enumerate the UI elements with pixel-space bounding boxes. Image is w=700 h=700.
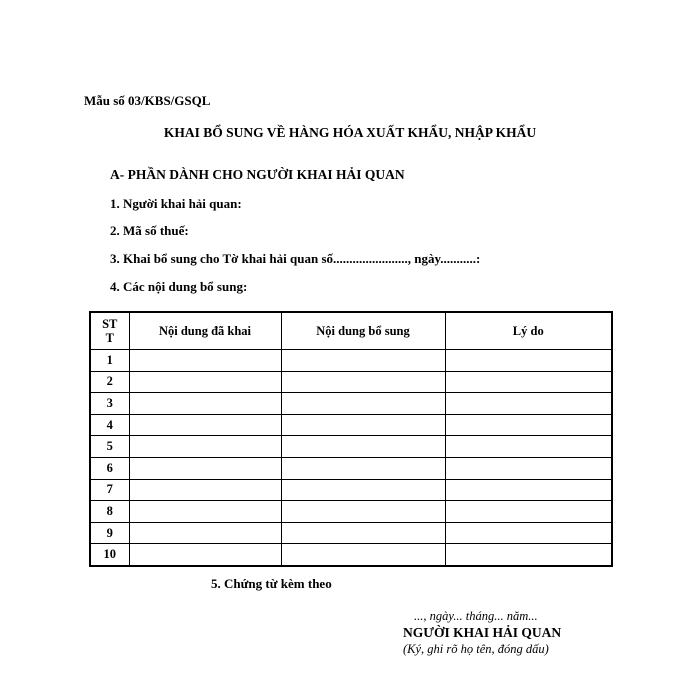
header-stt-line2: T (105, 331, 114, 345)
table-body (90, 350, 612, 566)
supplement-content-cell (281, 393, 445, 415)
declared-content-cell (129, 544, 281, 566)
supplement-content-cell (281, 414, 445, 436)
reason-cell (445, 457, 612, 479)
header-stt-line1: ST (102, 317, 118, 331)
supplement-content-cell (281, 522, 445, 544)
table-header-row (90, 312, 612, 350)
signature-date-line: ..., ngày... tháng... năm... (414, 609, 538, 623)
declared-content-cell (129, 371, 281, 393)
declared-content-cell (129, 414, 281, 436)
supplement-content-cell (281, 350, 445, 372)
table-row (90, 501, 612, 523)
supplement-content-cell (281, 371, 445, 393)
item-tax-code: 2. Mã số thuế: (110, 223, 189, 238)
reason-cell (445, 544, 612, 566)
reason-cell (445, 350, 612, 372)
row-number: 1 (90, 350, 129, 372)
table-row (90, 457, 612, 479)
table-row (90, 414, 612, 436)
supplement-content-cell (281, 457, 445, 479)
reason-cell (445, 501, 612, 523)
reason-cell (445, 371, 612, 393)
declared-content-cell (129, 522, 281, 544)
header-reason: Lý do (445, 312, 612, 350)
table-row (90, 393, 612, 415)
table-row (90, 371, 612, 393)
reason-cell (445, 436, 612, 458)
reason-cell (445, 522, 612, 544)
supplement-table (89, 311, 613, 567)
item-additional-content: 4. Các nội dung bổ sung: (110, 279, 248, 294)
reason-cell (445, 479, 612, 501)
supplement-content-cell (281, 501, 445, 523)
supplement-content-cell (281, 544, 445, 566)
item-declaration-number: 3. Khai bổ sung cho Tờ khai hải quan số......................., ngày...........: (110, 251, 481, 266)
row-number: 10 (90, 544, 129, 566)
supplement-content-cell (281, 436, 445, 458)
table-row (90, 522, 612, 544)
row-number: 9 (90, 522, 129, 544)
declared-content-cell (129, 479, 281, 501)
row-number: 6 (90, 457, 129, 479)
declared-content-cell (129, 436, 281, 458)
header-declared-content: Nội dung đã khai (129, 312, 281, 350)
table-row (90, 544, 612, 566)
row-number: 8 (90, 501, 129, 523)
signer-title: NGƯỜI KHAI HẢI QUAN (403, 625, 562, 640)
item-customs-declarant: 1. Người khai hải quan: (110, 196, 242, 211)
header-supplement-content: Nội dung bổ sung (281, 312, 445, 350)
row-number: 7 (90, 479, 129, 501)
item-attached-documents: 5. Chứng từ kèm theo (211, 576, 332, 591)
supplement-content-cell (281, 479, 445, 501)
declared-content-cell (129, 501, 281, 523)
declared-content-cell (129, 350, 281, 372)
reason-cell (445, 414, 612, 436)
row-number: 2 (90, 371, 129, 393)
section-a-heading: A- PHẦN DÀNH CHO NGƯỜI KHAI HẢI QUAN (110, 167, 405, 182)
form-code: Mẫu số 03/KBS/GSQL (84, 93, 211, 108)
table-row (90, 350, 612, 372)
row-number: 5 (90, 436, 129, 458)
row-number: 3 (90, 393, 129, 415)
header-stt (90, 312, 129, 350)
declared-content-cell (129, 457, 281, 479)
document-title: KHAI BỔ SUNG VỀ HÀNG HÓA XUẤT KHẨU, NHẬP KHẨU (163, 125, 537, 140)
table-row (90, 479, 612, 501)
signer-note: (Ký, ghi rõ họ tên, đóng dấu) (403, 642, 549, 656)
row-number: 4 (90, 414, 129, 436)
reason-cell (445, 393, 612, 415)
table-row (90, 436, 612, 458)
declared-content-cell (129, 393, 281, 415)
